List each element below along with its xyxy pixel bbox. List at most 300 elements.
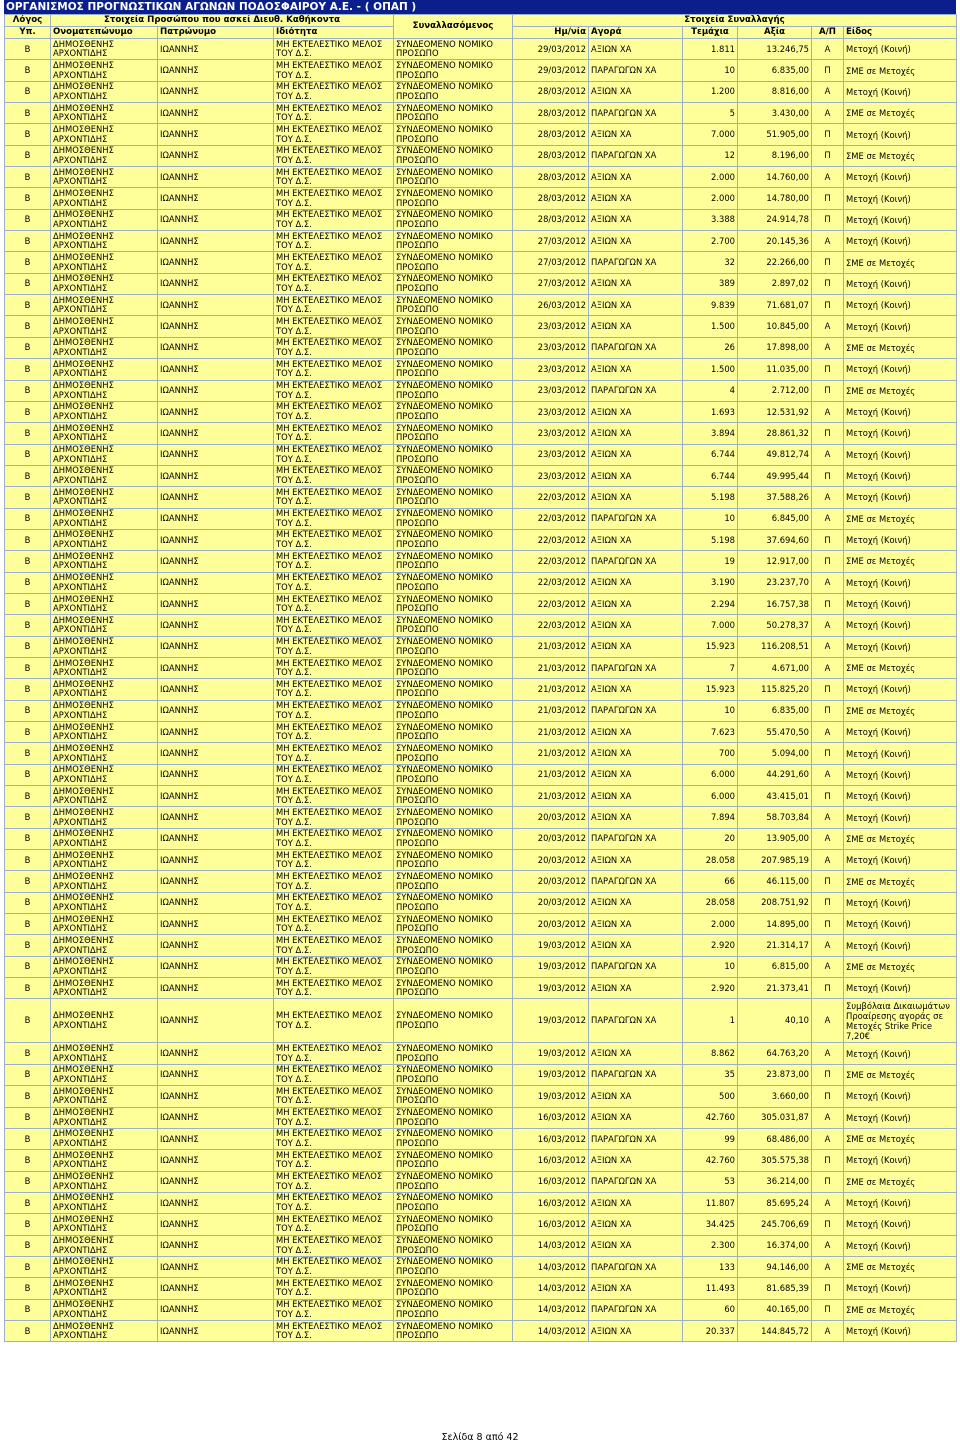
code-cell: B <box>5 615 51 636</box>
table-row <box>5 807 957 828</box>
related-cell: ΣΥΝΔΕΟΜΕΝΟ ΝΟΜΙΚΟ ΠΡΟΣΩΠΟ <box>394 1107 513 1128</box>
code-cell: B <box>5 188 51 209</box>
code-cell: B <box>5 935 51 956</box>
date-cell: 28/03/2012 <box>513 124 589 145</box>
father-cell: ΙΩΑΝΝΗΣ <box>158 1214 274 1235</box>
ap-cell: Π <box>812 978 844 999</box>
table-row <box>5 593 957 614</box>
qty-cell: 20.337 <box>683 1320 738 1341</box>
code-cell: B <box>5 828 51 849</box>
name-cell: ΔΗΜΟΣΘΕΝΗΣ ΑΡΧΟΝΤΙΔΗΣ <box>51 1256 158 1277</box>
value-cell: 6.815,00 <box>738 956 812 977</box>
code-cell: B <box>5 978 51 999</box>
father-cell: ΙΩΑΝΝΗΣ <box>158 551 274 572</box>
ap-cell: Π <box>812 679 844 700</box>
date-cell: 20/03/2012 <box>513 850 589 871</box>
qty-cell: 7.000 <box>683 615 738 636</box>
father-cell: ΙΩΑΝΝΗΣ <box>158 1256 274 1277</box>
table-row <box>5 273 957 294</box>
value-cell: 6.835,00 <box>738 60 812 81</box>
role-cell: ΜΗ ΕΚΤΕΛΕΣΤΙΚΟ ΜΕΛΟΣ ΤΟΥ Δ.Σ. <box>274 252 394 273</box>
header-kind: Είδος <box>844 27 957 39</box>
name-cell: ΔΗΜΟΣΘΕΝΗΣ ΑΡΧΟΝΤΙΔΗΣ <box>51 81 158 102</box>
market-cell: ΑΞΙΩΝ ΧΑ <box>589 81 683 102</box>
name-cell: ΔΗΜΟΣΘΕΝΗΣ ΑΡΧΟΝΤΙΔΗΣ <box>51 145 158 166</box>
related-cell: ΣΥΝΔΕΟΜΕΝΟ ΝΟΜΙΚΟ ΠΡΟΣΩΠΟ <box>394 1192 513 1213</box>
value-cell: 8.816,00 <box>738 81 812 102</box>
qty-cell: 1 <box>683 999 738 1043</box>
ap-cell: Α <box>812 572 844 593</box>
table-row <box>5 465 957 486</box>
role-cell: ΜΗ ΕΚΤΕΛΕΣΤΙΚΟ ΜΕΛΟΣ ΤΟΥ Δ.Σ. <box>274 786 394 807</box>
market-cell: ΠΑΡΑΓΩΓΩΝ ΧΑ <box>589 700 683 721</box>
role-cell: ΜΗ ΕΚΤΕΛΕΣΤΙΚΟ ΜΕΛΟΣ ΤΟΥ Δ.Σ. <box>274 273 394 294</box>
qty-cell: 2.000 <box>683 167 738 188</box>
date-cell: 28/03/2012 <box>513 81 589 102</box>
table-row <box>5 1278 957 1299</box>
table-row <box>5 1064 957 1085</box>
father-cell: ΙΩΑΝΝΗΣ <box>158 1320 274 1341</box>
market-cell: ΠΑΡΑΓΩΓΩΝ ΧΑ <box>589 145 683 166</box>
related-cell: ΣΥΝΔΕΟΜΕΝΟ ΝΟΜΙΚΟ ΠΡΟΣΩΠΟ <box>394 1171 513 1192</box>
qty-cell: 66 <box>683 871 738 892</box>
qty-cell: 7 <box>683 657 738 678</box>
role-cell: ΜΗ ΕΚΤΕΛΕΣΤΙΚΟ ΜΕΛΟΣ ΤΟΥ Δ.Σ. <box>274 39 394 60</box>
table-row <box>5 359 957 380</box>
kind-cell: ΣΜΕ σε Μετοχές <box>844 60 957 81</box>
code-cell: B <box>5 401 51 422</box>
code-cell: B <box>5 529 51 550</box>
table-row <box>5 1128 957 1149</box>
code-cell: B <box>5 807 51 828</box>
kind-cell: Μετοχή (Κοινή) <box>844 914 957 935</box>
value-cell: 305.575,38 <box>738 1150 812 1171</box>
market-cell: ΑΞΙΩΝ ΧΑ <box>589 487 683 508</box>
date-cell: 21/03/2012 <box>513 743 589 764</box>
related-cell: ΣΥΝΔΕΟΜΕΝΟ ΝΟΜΙΚΟ ΠΡΟΣΩΠΟ <box>394 316 513 337</box>
kind-cell: Μετοχή (Κοινή) <box>844 892 957 913</box>
code-cell: B <box>5 81 51 102</box>
ap-cell: Α <box>812 850 844 871</box>
father-cell: ΙΩΑΝΝΗΣ <box>158 81 274 102</box>
name-cell: ΔΗΜΟΣΘΕΝΗΣ ΑΡΧΟΝΤΙΔΗΣ <box>51 1192 158 1213</box>
related-cell: ΣΥΝΔΕΟΜΕΝΟ ΝΟΜΙΚΟ ΠΡΟΣΩΠΟ <box>394 1278 513 1299</box>
name-cell: ΔΗΜΟΣΘΕΝΗΣ ΑΡΧΟΝΤΙΔΗΣ <box>51 1299 158 1320</box>
related-cell: ΣΥΝΔΕΟΜΕΝΟ ΝΟΜΙΚΟ ΠΡΟΣΩΠΟ <box>394 103 513 124</box>
ap-cell: Π <box>812 273 844 294</box>
related-cell: ΣΥΝΔΕΟΜΕΝΟ ΝΟΜΙΚΟ ΠΡΟΣΩΠΟ <box>394 167 513 188</box>
role-cell: ΜΗ ΕΚΤΕΛΕΣΤΙΚΟ ΜΕΛΟΣ ΤΟΥ Δ.Σ. <box>274 1299 394 1320</box>
date-cell: 23/03/2012 <box>513 401 589 422</box>
related-cell: ΣΥΝΔΕΟΜΕΝΟ ΝΟΜΙΚΟ ΠΡΟΣΩΠΟ <box>394 999 513 1043</box>
value-cell: 14.895,00 <box>738 914 812 935</box>
father-cell: ΙΩΑΝΝΗΣ <box>158 103 274 124</box>
date-cell: 16/03/2012 <box>513 1214 589 1235</box>
ap-cell: Π <box>812 209 844 230</box>
date-cell: 19/03/2012 <box>513 978 589 999</box>
market-cell: ΑΞΙΩΝ ΧΑ <box>589 124 683 145</box>
related-cell: ΣΥΝΔΕΟΜΕΝΟ ΝΟΜΙΚΟ ΠΡΟΣΩΠΟ <box>394 850 513 871</box>
date-cell: 14/03/2012 <box>513 1235 589 1256</box>
date-cell: 29/03/2012 <box>513 39 589 60</box>
code-cell: B <box>5 1107 51 1128</box>
qty-cell: 3.894 <box>683 423 738 444</box>
kind-cell: Μετοχή (Κοινή) <box>844 764 957 785</box>
qty-cell: 2.300 <box>683 1235 738 1256</box>
name-cell: ΔΗΜΟΣΘΕΝΗΣ ΑΡΧΟΝΤΙΔΗΣ <box>51 892 158 913</box>
code-cell: B <box>5 700 51 721</box>
name-cell: ΔΗΜΟΣΘΕΝΗΣ ΑΡΧΟΝΤΙΔΗΣ <box>51 124 158 145</box>
market-cell: ΑΞΙΩΝ ΧΑ <box>589 679 683 700</box>
market-cell: ΑΞΙΩΝ ΧΑ <box>589 1235 683 1256</box>
value-cell: 14.760,00 <box>738 167 812 188</box>
kind-cell: Μετοχή (Κοινή) <box>844 1214 957 1235</box>
name-cell: ΔΗΜΟΣΘΕΝΗΣ ΑΡΧΟΝΤΙΔΗΣ <box>51 231 158 252</box>
father-cell: ΙΩΑΝΝΗΣ <box>158 145 274 166</box>
market-cell: ΠΑΡΑΓΩΓΩΝ ΧΑ <box>589 551 683 572</box>
ap-cell: Α <box>812 444 844 465</box>
value-cell: 16.374,00 <box>738 1235 812 1256</box>
related-cell: ΣΥΝΔΕΟΜΕΝΟ ΝΟΜΙΚΟ ΠΡΟΣΩΠΟ <box>394 273 513 294</box>
role-cell: ΜΗ ΕΚΤΕΛΕΣΤΙΚΟ ΜΕΛΟΣ ΤΟΥ Δ.Σ. <box>274 103 394 124</box>
value-cell: 37.694,60 <box>738 529 812 550</box>
code-cell: B <box>5 465 51 486</box>
related-cell: ΣΥΝΔΕΟΜΕΝΟ ΝΟΜΙΚΟ ΠΡΟΣΩΠΟ <box>394 423 513 444</box>
ap-cell: Α <box>812 1107 844 1128</box>
code-cell: B <box>5 39 51 60</box>
related-cell: ΣΥΝΔΕΟΜΕΝΟ ΝΟΜΙΚΟ ΠΡΟΣΩΠΟ <box>394 380 513 401</box>
role-cell: ΜΗ ΕΚΤΕΛΕΣΤΙΚΟ ΜΕΛΟΣ ΤΟΥ Δ.Σ. <box>274 380 394 401</box>
date-cell: 21/03/2012 <box>513 679 589 700</box>
table-row <box>5 60 957 81</box>
value-cell: 37.588,26 <box>738 487 812 508</box>
name-cell: ΔΗΜΟΣΘΕΝΗΣ ΑΡΧΟΝΤΙΔΗΣ <box>51 700 158 721</box>
market-cell: ΑΞΙΩΝ ΧΑ <box>589 978 683 999</box>
header-logos: Λόγος <box>5 15 51 27</box>
role-cell: ΜΗ ΕΚΤΕΛΕΣΤΙΚΟ ΜΕΛΟΣ ΤΟΥ Δ.Σ. <box>274 679 394 700</box>
qty-cell: 2.294 <box>683 593 738 614</box>
father-cell: ΙΩΑΝΝΗΣ <box>158 892 274 913</box>
related-cell: ΣΥΝΔΕΟΜΕΝΟ ΝΟΜΙΚΟ ΠΡΟΣΩΠΟ <box>394 145 513 166</box>
kind-cell: ΣΜΕ σε Μετοχές <box>844 657 957 678</box>
date-cell: 14/03/2012 <box>513 1320 589 1341</box>
kind-cell: Μετοχή (Κοινή) <box>844 1107 957 1128</box>
related-cell: ΣΥΝΔΕΟΜΕΝΟ ΝΟΜΙΚΟ ΠΡΟΣΩΠΟ <box>394 39 513 60</box>
role-cell: ΜΗ ΕΚΤΕΛΕΣΤΙΚΟ ΜΕΛΟΣ ΤΟΥ Δ.Σ. <box>274 807 394 828</box>
market-cell: ΑΞΙΩΝ ΧΑ <box>589 593 683 614</box>
related-cell: ΣΥΝΔΕΟΜΕΝΟ ΝΟΜΙΚΟ ΠΡΟΣΩΠΟ <box>394 1320 513 1341</box>
market-cell: ΑΞΙΩΝ ΧΑ <box>589 1107 683 1128</box>
father-cell: ΙΩΑΝΝΗΣ <box>158 828 274 849</box>
father-cell: ΙΩΑΝΝΗΣ <box>158 1278 274 1299</box>
father-cell: ΙΩΑΝΝΗΣ <box>158 764 274 785</box>
qty-cell: 12 <box>683 145 738 166</box>
qty-cell: 11.807 <box>683 1192 738 1213</box>
ap-cell: Π <box>812 124 844 145</box>
header-ap: Α/Π <box>812 27 844 39</box>
market-cell: ΑΞΙΩΝ ΧΑ <box>589 807 683 828</box>
market-cell: ΠΑΡΑΓΩΓΩΝ ΧΑ <box>589 60 683 81</box>
ap-cell: Α <box>812 1192 844 1213</box>
kind-cell: ΣΜΕ σε Μετοχές <box>844 145 957 166</box>
name-cell: ΔΗΜΟΣΘΕΝΗΣ ΑΡΧΟΝΤΙΔΗΣ <box>51 914 158 935</box>
market-cell: ΑΞΙΩΝ ΧΑ <box>589 722 683 743</box>
kind-cell: Μετοχή (Κοινή) <box>844 295 957 316</box>
name-cell: ΔΗΜΟΣΘΕΝΗΣ ΑΡΧΟΝΤΙΔΗΣ <box>51 209 158 230</box>
date-cell: 21/03/2012 <box>513 700 589 721</box>
table-row <box>5 572 957 593</box>
header-name: Ονοματεπώνυμο <box>51 27 158 39</box>
name-cell: ΔΗΜΟΣΘΕΝΗΣ ΑΡΧΟΝΤΙΔΗΣ <box>51 401 158 422</box>
kind-cell: Μετοχή (Κοινή) <box>844 636 957 657</box>
ap-cell: Π <box>812 551 844 572</box>
kind-cell: Μετοχή (Κοινή) <box>844 39 957 60</box>
father-cell: ΙΩΑΝΝΗΣ <box>158 657 274 678</box>
father-cell: ΙΩΑΝΝΗΣ <box>158 1043 274 1064</box>
value-cell: 55.470,50 <box>738 722 812 743</box>
related-cell: ΣΥΝΔΕΟΜΕΝΟ ΝΟΜΙΚΟ ΠΡΟΣΩΠΟ <box>394 615 513 636</box>
date-cell: 20/03/2012 <box>513 914 589 935</box>
header-market: Αγορά <box>589 27 683 39</box>
table-row <box>5 978 957 999</box>
code-cell: B <box>5 1192 51 1213</box>
kind-cell: ΣΜΕ σε Μετοχές <box>844 956 957 977</box>
ap-cell: Α <box>812 167 844 188</box>
qty-cell: 15.923 <box>683 636 738 657</box>
qty-cell: 9.839 <box>683 295 738 316</box>
related-cell: ΣΥΝΔΕΟΜΕΝΟ ΝΟΜΙΚΟ ΠΡΟΣΩΠΟ <box>394 508 513 529</box>
header-trade-group: Στοιχεία Συναλλαγής <box>513 15 957 27</box>
table-row <box>5 956 957 977</box>
name-cell: ΔΗΜΟΣΘΕΝΗΣ ΑΡΧΟΝΤΙΔΗΣ <box>51 764 158 785</box>
role-cell: ΜΗ ΕΚΤΕΛΕΣΤΙΚΟ ΜΕΛΟΣ ΤΟΥ Δ.Σ. <box>274 487 394 508</box>
qty-cell: 3.190 <box>683 572 738 593</box>
qty-cell: 700 <box>683 743 738 764</box>
father-cell: ΙΩΑΝΝΗΣ <box>158 1128 274 1149</box>
related-cell: ΣΥΝΔΕΟΜΕΝΟ ΝΟΜΙΚΟ ΠΡΟΣΩΠΟ <box>394 956 513 977</box>
ap-cell: Π <box>812 700 844 721</box>
value-cell: 28.861,32 <box>738 423 812 444</box>
code-cell: B <box>5 252 51 273</box>
name-cell: ΔΗΜΟΣΘΕΝΗΣ ΑΡΧΟΝΤΙΔΗΣ <box>51 295 158 316</box>
kind-cell: ΣΜΕ σε Μετοχές <box>844 1299 957 1320</box>
name-cell: ΔΗΜΟΣΘΕΝΗΣ ΑΡΧΟΝΤΙΔΗΣ <box>51 273 158 294</box>
code-cell: B <box>5 914 51 935</box>
market-cell: ΑΞΙΩΝ ΧΑ <box>589 1192 683 1213</box>
date-cell: 21/03/2012 <box>513 722 589 743</box>
code-cell: B <box>5 124 51 145</box>
date-cell: 28/03/2012 <box>513 167 589 188</box>
related-cell: ΣΥΝΔΕΟΜΕΝΟ ΝΟΜΙΚΟ ΠΡΟΣΩΠΟ <box>394 188 513 209</box>
date-cell: 22/03/2012 <box>513 572 589 593</box>
table-row <box>5 1214 957 1235</box>
father-cell: ΙΩΑΝΝΗΣ <box>158 572 274 593</box>
role-cell: ΜΗ ΕΚΤΕΛΕΣΤΙΚΟ ΜΕΛΟΣ ΤΟΥ Δ.Σ. <box>274 850 394 871</box>
ap-cell: Π <box>812 529 844 550</box>
role-cell: ΜΗ ΕΚΤΕΛΕΣΤΙΚΟ ΜΕΛΟΣ ΤΟΥ Δ.Σ. <box>274 529 394 550</box>
code-cell: B <box>5 892 51 913</box>
related-cell: ΣΥΝΔΕΟΜΕΝΟ ΝΟΜΙΚΟ ΠΡΟΣΩΠΟ <box>394 914 513 935</box>
market-cell: ΠΑΡΑΓΩΓΩΝ ΧΑ <box>589 1171 683 1192</box>
table-row <box>5 700 957 721</box>
role-cell: ΜΗ ΕΚΤΕΛΕΣΤΙΚΟ ΜΕΛΟΣ ΤΟΥ Δ.Σ. <box>274 145 394 166</box>
qty-cell: 1.500 <box>683 359 738 380</box>
role-cell: ΜΗ ΕΚΤΕΛΕΣΤΙΚΟ ΜΕΛΟΣ ΤΟΥ Δ.Σ. <box>274 1107 394 1128</box>
value-cell: 14.780,00 <box>738 188 812 209</box>
kind-cell: ΣΜΕ σε Μετοχές <box>844 1064 957 1085</box>
kind-cell: ΣΜΕ σε Μετοχές <box>844 252 957 273</box>
role-cell: ΜΗ ΕΚΤΕΛΕΣΤΙΚΟ ΜΕΛΟΣ ΤΟΥ Δ.Σ. <box>274 337 394 358</box>
role-cell: ΜΗ ΕΚΤΕΛΕΣΤΙΚΟ ΜΕΛΟΣ ΤΟΥ Δ.Σ. <box>274 764 394 785</box>
kind-cell: ΣΜΕ σε Μετοχές <box>844 871 957 892</box>
ap-cell: Α <box>812 103 844 124</box>
qty-cell: 28.058 <box>683 892 738 913</box>
value-cell: 17.898,00 <box>738 337 812 358</box>
qty-cell: 42.760 <box>683 1150 738 1171</box>
kind-cell: ΣΜΕ σε Μετοχές <box>844 337 957 358</box>
qty-cell: 10 <box>683 700 738 721</box>
code-cell: B <box>5 380 51 401</box>
role-cell: ΜΗ ΕΚΤΕΛΕΣΤΙΚΟ ΜΕΛΟΣ ΤΟΥ Δ.Σ. <box>274 423 394 444</box>
qty-cell: 42.760 <box>683 1107 738 1128</box>
related-cell: ΣΥΝΔΕΟΜΕΝΟ ΝΟΜΙΚΟ ΠΡΟΣΩΠΟ <box>394 337 513 358</box>
kind-cell: ΣΜΕ σε Μετοχές <box>844 1171 957 1192</box>
father-cell: ΙΩΑΝΝΗΣ <box>158 743 274 764</box>
kind-cell: ΣΜΕ σε Μετοχές <box>844 1128 957 1149</box>
ap-cell: Π <box>812 295 844 316</box>
code-cell: B <box>5 1171 51 1192</box>
related-cell: ΣΥΝΔΕΟΜΕΝΟ ΝΟΜΙΚΟ ΠΡΟΣΩΠΟ <box>394 529 513 550</box>
kind-cell: ΣΜΕ σε Μετοχές <box>844 103 957 124</box>
ap-cell: Α <box>812 1043 844 1064</box>
kind-cell: ΣΜΕ σε Μετοχές <box>844 828 957 849</box>
value-cell: 2.712,00 <box>738 380 812 401</box>
kind-cell: Μετοχή (Κοινή) <box>844 593 957 614</box>
table-row <box>5 850 957 871</box>
date-cell: 20/03/2012 <box>513 892 589 913</box>
date-cell: 20/03/2012 <box>513 807 589 828</box>
value-cell: 40,10 <box>738 999 812 1043</box>
name-cell: ΔΗΜΟΣΘΕΝΗΣ ΑΡΧΟΝΤΙΔΗΣ <box>51 103 158 124</box>
qty-cell: 1.811 <box>683 39 738 60</box>
code-cell: B <box>5 316 51 337</box>
market-cell: ΠΑΡΑΓΩΓΩΝ ΧΑ <box>589 999 683 1043</box>
name-cell: ΔΗΜΟΣΘΕΝΗΣ ΑΡΧΟΝΤΙΔΗΣ <box>51 1086 158 1107</box>
date-cell: 23/03/2012 <box>513 423 589 444</box>
name-cell: ΔΗΜΟΣΘΕΝΗΣ ΑΡΧΟΝΤΙΔΗΣ <box>51 679 158 700</box>
father-cell: ΙΩΑΝΝΗΣ <box>158 1171 274 1192</box>
ap-cell: Π <box>812 1150 844 1171</box>
role-cell: ΜΗ ΕΚΤΕΛΕΣΤΙΚΟ ΜΕΛΟΣ ΤΟΥ Δ.Σ. <box>274 1192 394 1213</box>
qty-cell: 1.693 <box>683 401 738 422</box>
value-cell: 16.757,38 <box>738 593 812 614</box>
table-row <box>5 39 957 60</box>
name-cell: ΔΗΜΟΣΘΕΝΗΣ ΑΡΧΟΝΤΙΔΗΣ <box>51 722 158 743</box>
kind-cell: Μετοχή (Κοινή) <box>844 167 957 188</box>
qty-cell: 6.744 <box>683 444 738 465</box>
name-cell: ΔΗΜΟΣΘΕΝΗΣ ΑΡΧΟΝΤΙΔΗΣ <box>51 423 158 444</box>
related-cell: ΣΥΝΔΕΟΜΕΝΟ ΝΟΜΙΚΟ ΠΡΟΣΩΠΟ <box>394 700 513 721</box>
role-cell: ΜΗ ΕΚΤΕΛΕΣΤΙΚΟ ΜΕΛΟΣ ΤΟΥ Δ.Σ. <box>274 1171 394 1192</box>
market-cell: ΠΑΡΑΓΩΓΩΝ ΧΑ <box>589 337 683 358</box>
date-cell: 26/03/2012 <box>513 295 589 316</box>
role-cell: ΜΗ ΕΚΤΕΛΕΣΤΙΚΟ ΜΕΛΟΣ ΤΟΥ Δ.Σ. <box>274 1214 394 1235</box>
related-cell: ΣΥΝΔΕΟΜΕΝΟ ΝΟΜΙΚΟ ΠΡΟΣΩΠΟ <box>394 1086 513 1107</box>
role-cell: ΜΗ ΕΚΤΕΛΕΣΤΙΚΟ ΜΕΛΟΣ ΤΟΥ Δ.Σ. <box>274 1235 394 1256</box>
date-cell: 23/03/2012 <box>513 316 589 337</box>
code-cell: B <box>5 850 51 871</box>
name-cell: ΔΗΜΟΣΘΕΝΗΣ ΑΡΧΟΝΤΙΔΗΣ <box>51 1043 158 1064</box>
table-row <box>5 551 957 572</box>
ap-cell: Π <box>812 743 844 764</box>
name-cell: ΔΗΜΟΣΘΕΝΗΣ ΑΡΧΟΝΤΙΔΗΣ <box>51 252 158 273</box>
qty-cell: 10 <box>683 956 738 977</box>
qty-cell: 99 <box>683 1128 738 1149</box>
kind-cell: Μετοχή (Κοινή) <box>844 1320 957 1341</box>
date-cell: 19/03/2012 <box>513 1043 589 1064</box>
qty-cell: 15.923 <box>683 679 738 700</box>
role-cell: ΜΗ ΕΚΤΕΛΕΣΤΙΚΟ ΜΕΛΟΣ ΤΟΥ Δ.Σ. <box>274 572 394 593</box>
ap-cell: Α <box>812 39 844 60</box>
market-cell: ΠΑΡΑΓΩΓΩΝ ΧΑ <box>589 657 683 678</box>
name-cell: ΔΗΜΟΣΘΕΝΗΣ ΑΡΧΟΝΤΙΔΗΣ <box>51 1128 158 1149</box>
qty-cell: 20 <box>683 828 738 849</box>
transactions-table <box>4 14 957 1342</box>
table-row <box>5 871 957 892</box>
date-cell: 23/03/2012 <box>513 380 589 401</box>
kind-cell: Μετοχή (Κοινή) <box>844 978 957 999</box>
father-cell: ΙΩΑΝΝΗΣ <box>158 337 274 358</box>
qty-cell: 26 <box>683 337 738 358</box>
value-cell: 3.660,00 <box>738 1086 812 1107</box>
role-cell: ΜΗ ΕΚΤΕΛΕΣΤΙΚΟ ΜΕΛΟΣ ΤΟΥ Δ.Σ. <box>274 1320 394 1341</box>
date-cell: 22/03/2012 <box>513 529 589 550</box>
table-row <box>5 999 957 1043</box>
name-cell: ΔΗΜΟΣΘΕΝΗΣ ΑΡΧΟΝΤΙΔΗΣ <box>51 1150 158 1171</box>
table-row <box>5 1043 957 1064</box>
related-cell: ΣΥΝΔΕΟΜΕΝΟ ΝΟΜΙΚΟ ΠΡΟΣΩΠΟ <box>394 657 513 678</box>
ap-cell: Α <box>812 722 844 743</box>
name-cell: ΔΗΜΟΣΘΕΝΗΣ ΑΡΧΟΝΤΙΔΗΣ <box>51 1320 158 1341</box>
market-cell: ΠΑΡΑΓΩΓΩΝ ΧΑ <box>589 508 683 529</box>
name-cell: ΔΗΜΟΣΘΕΝΗΣ ΑΡΧΟΝΤΙΔΗΣ <box>51 337 158 358</box>
father-cell: ΙΩΑΝΝΗΣ <box>158 465 274 486</box>
name-cell: ΔΗΜΟΣΘΕΝΗΣ ΑΡΧΟΝΤΙΔΗΣ <box>51 39 158 60</box>
code-cell: B <box>5 103 51 124</box>
related-cell: ΣΥΝΔΕΟΜΕΝΟ ΝΟΜΙΚΟ ΠΡΟΣΩΠΟ <box>394 1064 513 1085</box>
ap-cell: Π <box>812 892 844 913</box>
father-cell: ΙΩΑΝΝΗΣ <box>158 593 274 614</box>
qty-cell: 53 <box>683 1171 738 1192</box>
qty-cell: 6.000 <box>683 786 738 807</box>
related-cell: ΣΥΝΔΕΟΜΕΝΟ ΝΟΜΙΚΟ ΠΡΟΣΩΠΟ <box>394 401 513 422</box>
table-row <box>5 231 957 252</box>
kind-cell: ΣΜΕ σε Μετοχές <box>844 508 957 529</box>
father-cell: ΙΩΑΝΝΗΣ <box>158 124 274 145</box>
name-cell: ΔΗΜΟΣΘΕΝΗΣ ΑΡΧΟΝΤΙΔΗΣ <box>51 1278 158 1299</box>
header-person-group: Στοιχεία Προσώπου που ασκεί Διευθ. Καθήκοντα <box>51 15 394 27</box>
related-cell: ΣΥΝΔΕΟΜΕΝΟ ΝΟΜΙΚΟ ΠΡΟΣΩΠΟ <box>394 572 513 593</box>
qty-cell: 2.920 <box>683 978 738 999</box>
market-cell: ΑΞΙΩΝ ΧΑ <box>589 231 683 252</box>
role-cell: ΜΗ ΕΚΤΕΛΕΣΤΙΚΟ ΜΕΛΟΣ ΤΟΥ Δ.Σ. <box>274 167 394 188</box>
kind-cell: Μετοχή (Κοινή) <box>844 1043 957 1064</box>
date-cell: 14/03/2012 <box>513 1278 589 1299</box>
name-cell: ΔΗΜΟΣΘΕΝΗΣ ΑΡΧΟΝΤΙΔΗΣ <box>51 60 158 81</box>
ap-cell: Π <box>812 188 844 209</box>
value-cell: 50.278,37 <box>738 615 812 636</box>
market-cell: ΑΞΙΩΝ ΧΑ <box>589 209 683 230</box>
